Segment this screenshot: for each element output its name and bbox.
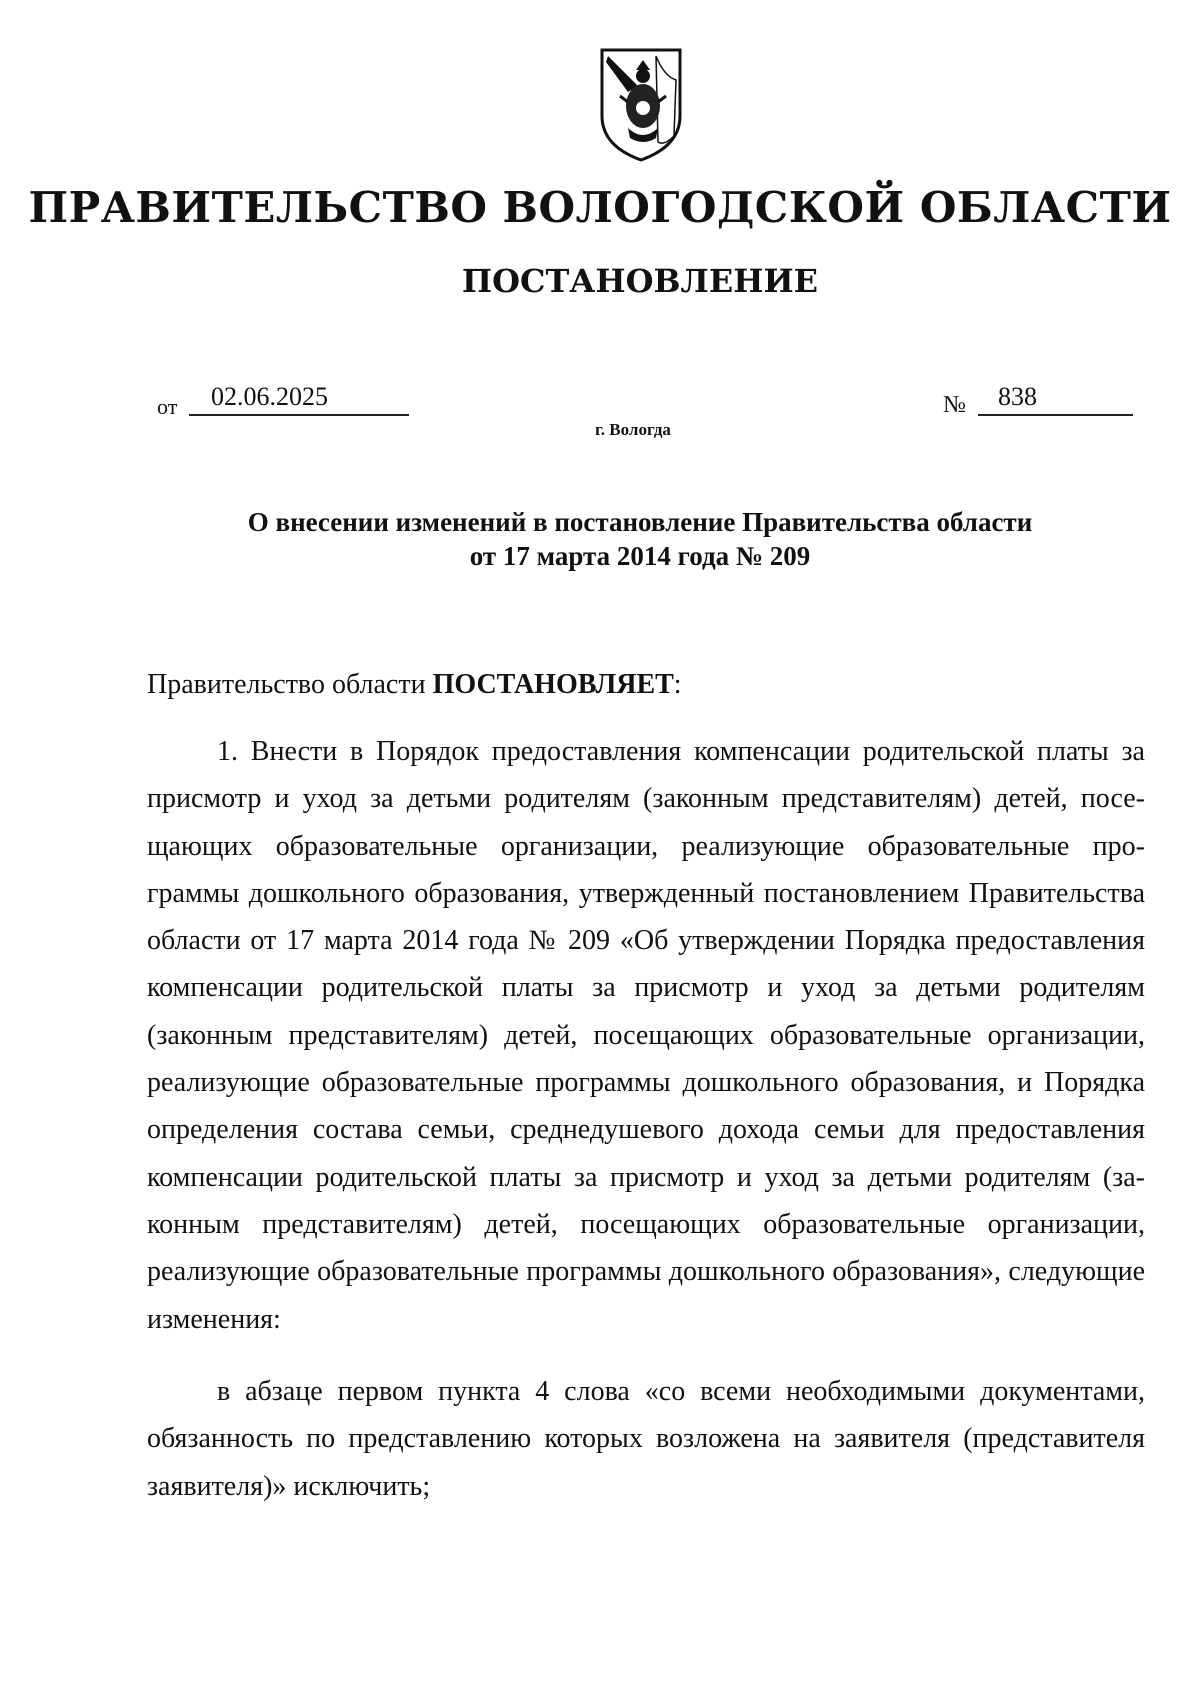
date-prefix-label: от (157, 394, 178, 419)
document-type-title: ПОСТАНОВЛЕНИЕ (461, 262, 819, 300)
document-number: 838 (978, 380, 1133, 416)
preamble (147, 665, 1145, 705)
subject-line-1: О внесении изменений в постановление Правительства области (247, 507, 1033, 537)
coat-of-arms-icon (598, 46, 684, 164)
document-subject (120, 505, 1160, 573)
preamble-colon: : (673, 669, 682, 700)
city-label: г. Вологда (595, 420, 671, 439)
organization-title: ПРАВИТЕЛЬСТВО ВОЛОГОДСКОЙ ОБЛАСТИ (28, 183, 1172, 232)
document-date: 02.06.2025 (189, 380, 409, 416)
number-sign-label: № (943, 392, 966, 418)
subject-line-2: от 17 марта 2014 года № 209 (469, 541, 811, 571)
paragraph-2: в абзаце первом пункта 4 слова «со всеми необходимыми документами, обязанность по представлению которых возложена на заявителя (представителя заявителя)» исключить; (147, 1376, 1145, 1502)
preamble-decree-word: ПОСТАНОВЛЯЕТ (432, 669, 674, 700)
preamble-text: Правительство области (147, 669, 433, 700)
paragraph-1: 1. Внести в Порядок предоставления компенсации родительской платы за присмотр и уход за детьми родителям (законным представителям) детей, посещающих образовательные организации, реализующие образовательные программы дошкольного образования, утвержденный постановлением Правительства области от 17 марта 2014 года № 209 «Об утверждении Порядка предоставления компенсации родительской платы за присмотр и уход за детьми родителям (законным представителям) детей, посещающих образовательные организации, реализующие образовательные программы дошкольного образования, и Порядка определения состава семьи, среднедушевого дохода семьи для предоставления компенсации родительской платы за присмотр и уход за детьми родителям (законным представителям) детей, посещающих образовательные организации, реализующие образовательные программы дошкольного образования», следующие изменения: (147, 736, 1145, 1335)
